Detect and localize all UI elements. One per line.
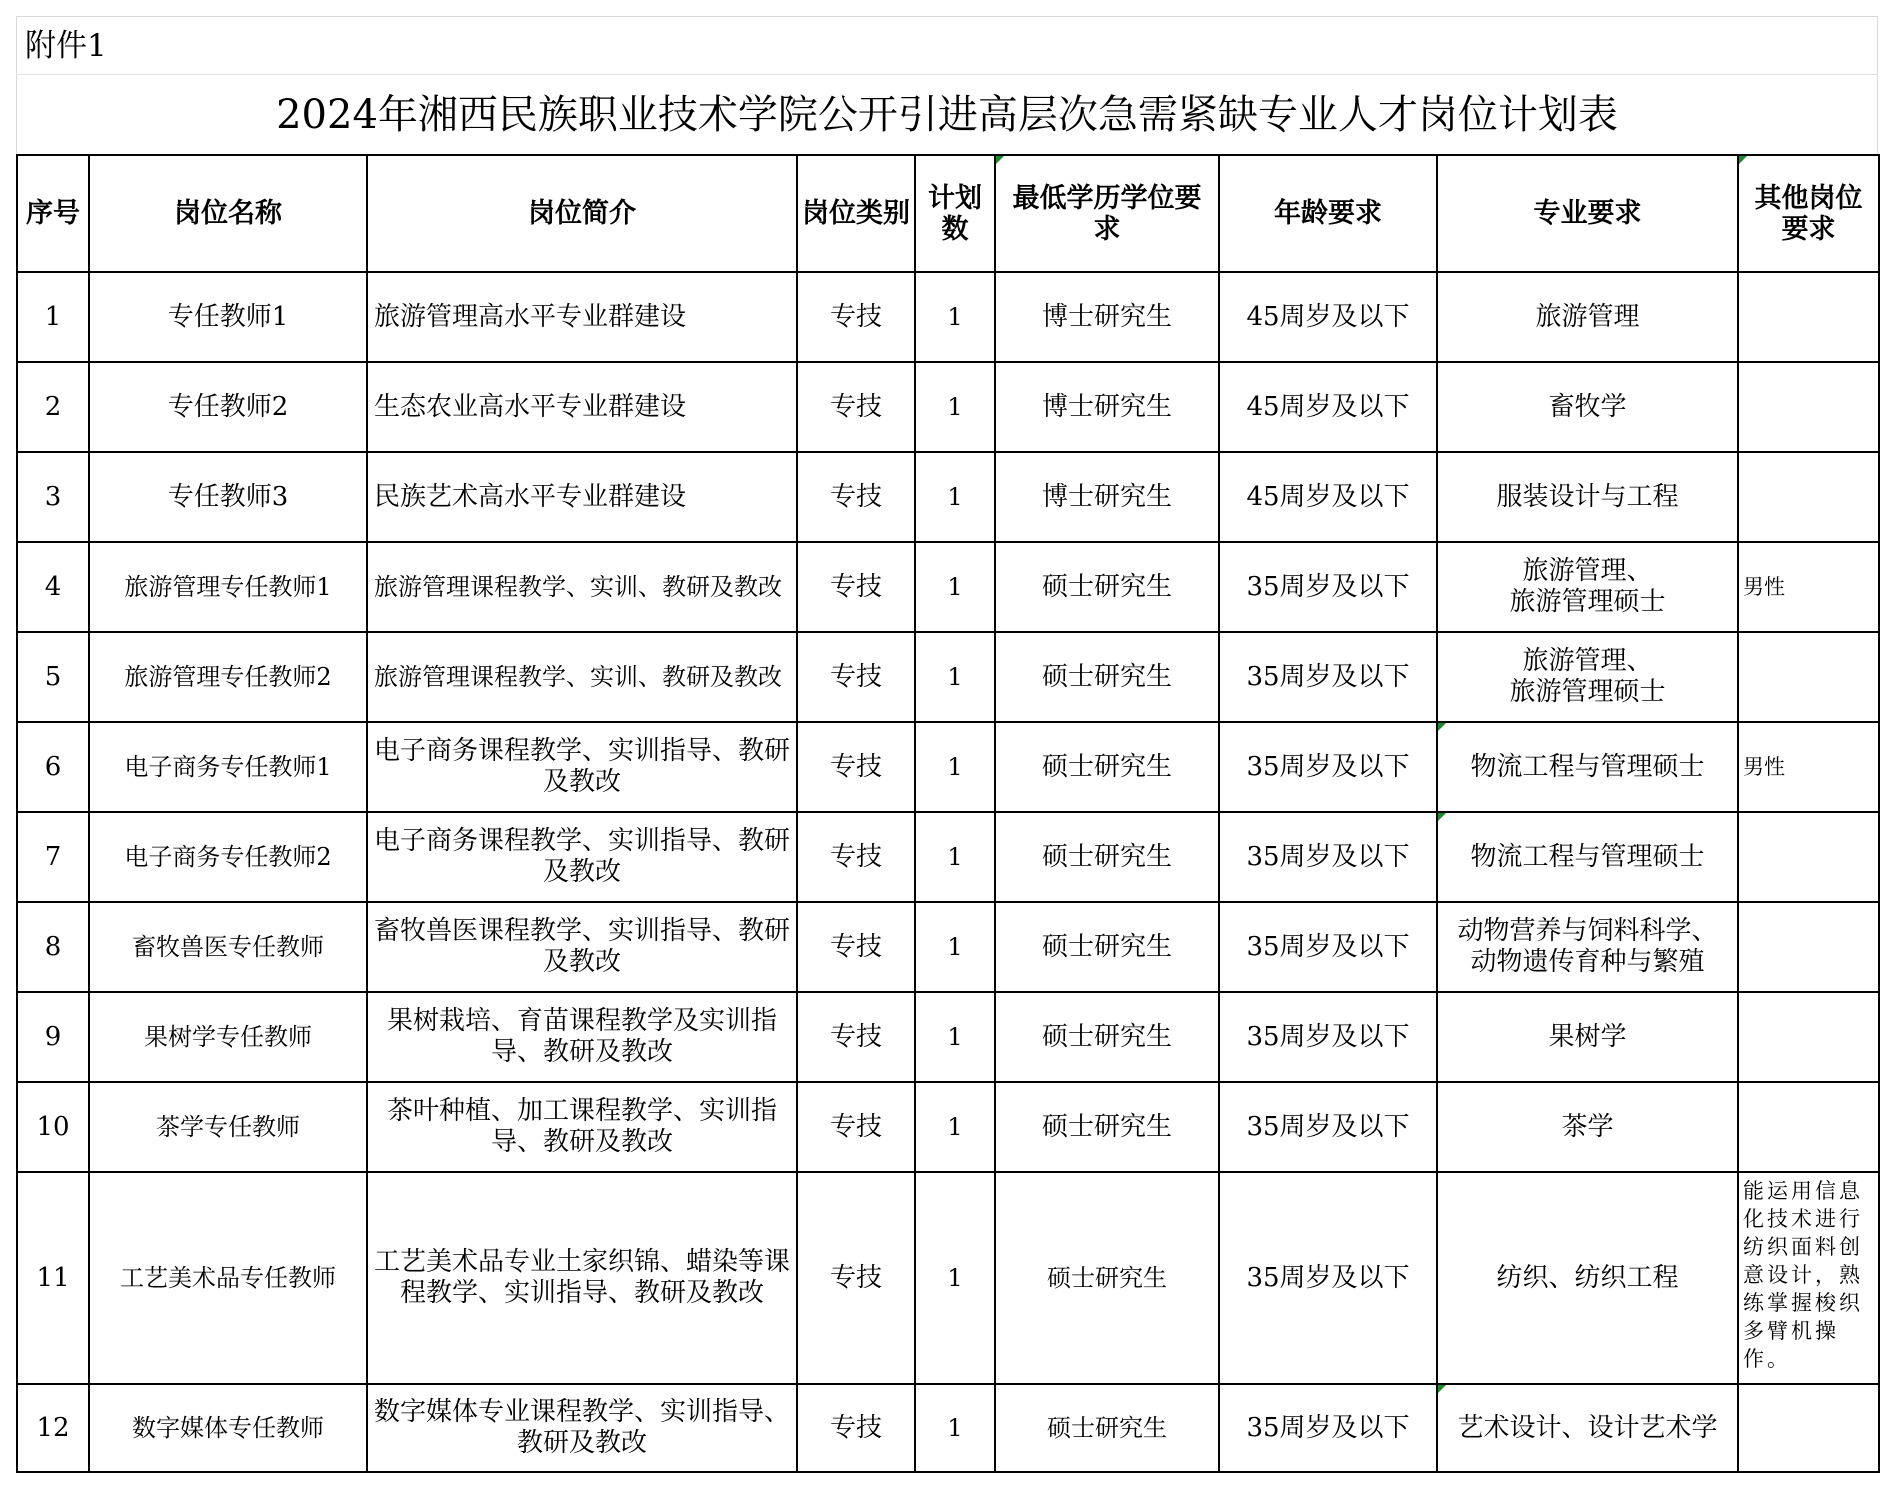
cell-category[interactable]: 专技 [797,902,915,992]
cell-age[interactable]: 35周岁及以下 [1219,1082,1437,1172]
cell-education[interactable]: 硕士研究生 [995,812,1219,902]
cell-education[interactable]: 硕士研究生 [995,1082,1219,1172]
cell-name[interactable]: 电子商务专任教师2 [89,812,367,902]
cell-major[interactable]: 茶学 [1437,1082,1738,1172]
table-row [17,1384,1879,1472]
cell-intro[interactable]: 民族艺术高水平专业群建设 [367,452,797,542]
header-major[interactable]: 专业要求 [1437,155,1738,272]
table-row [17,452,1879,542]
cell-other[interactable] [1738,1082,1879,1172]
header-education[interactable]: 最低学历学位要求 [995,155,1219,272]
cell-age[interactable]: 35周岁及以下 [1219,812,1437,902]
cell-other[interactable] [1738,812,1879,902]
cell-education[interactable]: 博士研究生 [995,362,1219,452]
cell-other[interactable] [1738,902,1879,992]
cell-count[interactable]: 1 [915,812,995,902]
cell-count[interactable]: 1 [915,722,995,812]
cell-no[interactable]: 5 [17,632,89,722]
cell-intro[interactable]: 旅游管理课程教学、实训、教研及教改 [367,542,797,632]
cell-major[interactable]: 纺织、纺织工程 [1437,1172,1738,1384]
cell-education[interactable]: 硕士研究生 [995,542,1219,632]
cell-major[interactable]: 旅游管理、 旅游管理硕士 [1437,542,1738,632]
cell-count[interactable]: 1 [915,1384,995,1472]
table-row [17,992,1879,1082]
cell-age[interactable]: 45周岁及以下 [1219,362,1437,452]
cell-major[interactable]: 物流工程与管理硕士 [1437,812,1738,902]
cell-major[interactable]: 服装设计与工程 [1437,452,1738,542]
cell-name[interactable]: 果树学专任教师 [89,992,367,1082]
cell-name[interactable]: 旅游管理专任教师1 [89,542,367,632]
cell-intro[interactable]: 电子商务课程教学、实训指导、教研及教改 [367,812,797,902]
cell-count[interactable]: 1 [915,272,995,362]
cell-major[interactable]: 旅游管理 [1437,272,1738,362]
cell-count[interactable]: 1 [915,1082,995,1172]
cell-major[interactable]: 旅游管理、 旅游管理硕士 [1437,632,1738,722]
cell-category[interactable]: 专技 [797,992,915,1082]
cell-no[interactable]: 8 [17,902,89,992]
cell-no[interactable]: 4 [17,542,89,632]
cell-intro[interactable]: 茶叶种植、加工课程教学、实训指导、教研及教改 [367,1082,797,1172]
table-row [17,1082,1879,1172]
position-plan-table [16,154,1880,1473]
table-row [17,542,1879,632]
cell-name[interactable]: 电子商务专任教师1 [89,722,367,812]
cell-count[interactable]: 1 [915,632,995,722]
cell-education[interactable]: 硕士研究生 [995,1172,1219,1384]
cell-age[interactable]: 45周岁及以下 [1219,272,1437,362]
table-row [17,722,1879,812]
cell-name[interactable]: 茶学专任教师 [89,1082,367,1172]
header-category[interactable]: 岗位类别 [797,155,915,272]
cell-category[interactable]: 专技 [797,722,915,812]
cell-other[interactable] [1738,632,1879,722]
cell-education[interactable]: 硕士研究生 [995,722,1219,812]
attachment-label[interactable]: 附件1 [16,16,1878,74]
cell-intro[interactable]: 工艺美术品专业土家织锦、蜡染等课程教学、实训指导、教研及教改 [367,1172,797,1384]
header-count[interactable]: 计划数 [915,155,995,272]
cell-category[interactable]: 专技 [797,272,915,362]
cell-intro[interactable]: 生态农业高水平专业群建设 [367,362,797,452]
cell-category[interactable]: 专技 [797,632,915,722]
table-row [17,1172,1879,1384]
cell-count[interactable]: 1 [915,362,995,452]
cell-other[interactable] [1738,1384,1879,1472]
cell-age[interactable]: 35周岁及以下 [1219,542,1437,632]
table-row [17,632,1879,722]
cell-other[interactable] [1738,272,1879,362]
cell-intro[interactable]: 旅游管理课程教学、实训、教研及教改 [367,632,797,722]
cell-education[interactable]: 博士研究生 [995,452,1219,542]
table-row [17,272,1879,362]
table-row [17,812,1879,902]
cell-intro[interactable]: 果树栽培、育苗课程教学及实训指导、教研及教改 [367,992,797,1082]
header-intro[interactable]: 岗位简介 [367,155,797,272]
cell-no[interactable]: 2 [17,362,89,452]
cell-category[interactable]: 专技 [797,1172,915,1384]
cell-name[interactable]: 专任教师2 [89,362,367,452]
cell-intro[interactable]: 旅游管理高水平专业群建设 [367,272,797,362]
cell-major[interactable]: 动物营养与饲料科学、 动物遗传育种与繁殖 [1437,902,1738,992]
table-row [17,902,1879,992]
cell-no[interactable]: 6 [17,722,89,812]
cell-other[interactable] [1738,452,1879,542]
cell-intro[interactable]: 畜牧兽医课程教学、实训指导、教研及教改 [367,902,797,992]
cell-name[interactable]: 数字媒体专任教师 [89,1384,367,1472]
cell-count[interactable]: 1 [915,902,995,992]
cell-age[interactable]: 35周岁及以下 [1219,1172,1437,1384]
header-age[interactable]: 年龄要求 [1219,155,1437,272]
cell-age[interactable]: 45周岁及以下 [1219,452,1437,542]
cell-category[interactable]: 专技 [797,1384,915,1472]
cell-age[interactable]: 35周岁及以下 [1219,632,1437,722]
cell-education[interactable]: 硕士研究生 [995,632,1219,722]
header-other[interactable]: 其他岗位要求 [1738,155,1879,272]
cell-education[interactable]: 硕士研究生 [995,992,1219,1082]
header-no[interactable]: 序号 [17,155,89,272]
cell-intro[interactable]: 数字媒体专业课程教学、实训指导、教研及教改 [367,1384,797,1472]
cell-count[interactable]: 1 [915,992,995,1082]
cell-no[interactable]: 10 [17,1082,89,1172]
cell-category[interactable]: 专技 [797,542,915,632]
cell-intro[interactable]: 电子商务课程教学、实训指导、教研及教改 [367,722,797,812]
page-title[interactable]: 2024年湘西民族职业技术学院公开引进高层次急需紧缺专业人才岗位计划表 [16,74,1878,154]
header-name[interactable]: 岗位名称 [89,155,367,272]
cell-no[interactable]: 1 [17,272,89,362]
cell-education[interactable]: 博士研究生 [995,272,1219,362]
cell-count[interactable]: 1 [915,452,995,542]
cell-age[interactable]: 35周岁及以下 [1219,722,1437,812]
cell-name[interactable]: 旅游管理专任教师2 [89,632,367,722]
cell-no[interactable]: 3 [17,452,89,542]
cell-major[interactable]: 物流工程与管理硕士 [1437,722,1738,812]
header-row [17,155,1879,272]
cell-count[interactable]: 1 [915,1172,995,1384]
cell-other[interactable] [1738,992,1879,1082]
cell-no[interactable]: 7 [17,812,89,902]
cell-category[interactable]: 专技 [797,362,915,452]
cell-major[interactable]: 果树学 [1437,992,1738,1082]
cell-other[interactable] [1738,362,1879,452]
cell-other[interactable]: 男性 [1738,722,1879,812]
cell-other[interactable]: 男性 [1738,542,1879,632]
cell-category[interactable]: 专技 [797,812,915,902]
cell-major[interactable]: 畜牧学 [1437,362,1738,452]
cell-name[interactable]: 畜牧兽医专任教师 [89,902,367,992]
spreadsheet [16,16,1878,1473]
cell-no[interactable]: 9 [17,992,89,1082]
cell-count[interactable]: 1 [915,542,995,632]
cell-no[interactable]: 11 [17,1172,89,1384]
cell-name[interactable]: 专任教师3 [89,452,367,542]
cell-age[interactable]: 35周岁及以下 [1219,1384,1437,1472]
table-row [17,362,1879,452]
cell-major[interactable]: 艺术设计、设计艺术学 [1437,1384,1738,1472]
cell-other[interactable]: 能运用信息化技术进行纺织面料创意设计，熟练掌握梭织多臂机操作。 [1738,1172,1879,1384]
cell-education[interactable]: 硕士研究生 [995,902,1219,992]
cell-name[interactable]: 工艺美术品专任教师 [89,1172,367,1384]
cell-age[interactable]: 35周岁及以下 [1219,902,1437,992]
cell-name[interactable]: 专任教师1 [89,272,367,362]
cell-age[interactable]: 35周岁及以下 [1219,992,1437,1082]
cell-education[interactable]: 硕士研究生 [995,1384,1219,1472]
cell-category[interactable]: 专技 [797,452,915,542]
cell-category[interactable]: 专技 [797,1082,915,1172]
cell-no[interactable]: 12 [17,1384,89,1472]
